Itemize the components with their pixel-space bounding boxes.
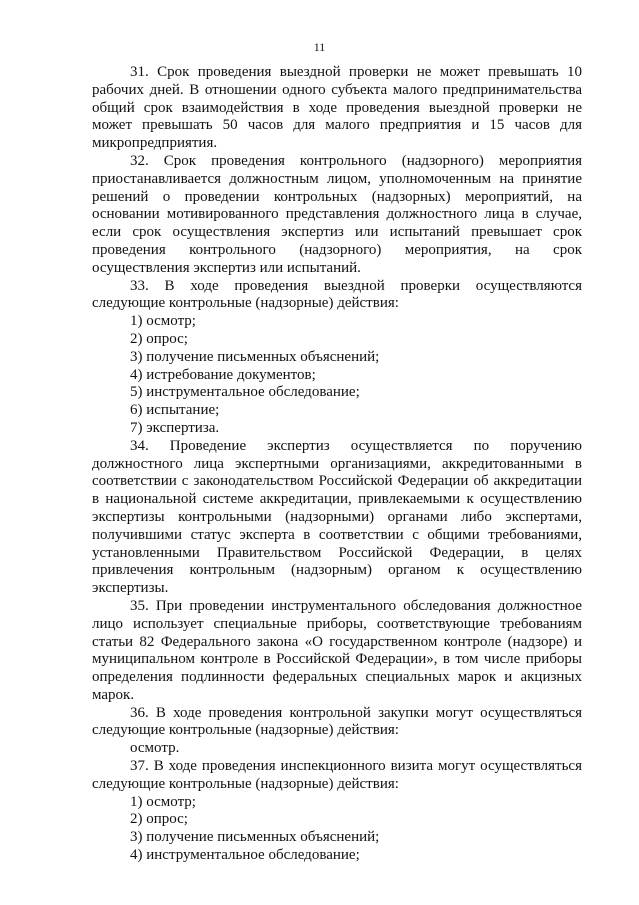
paragraph: 34. Проведение экспертиз осуществляется по поручению должностного лица экспертными организациями, аккредитованными в соответствии с законодательством Российской Федерации об аккредитации в национальной системе аккредитации, привлекаемыми к осуществлению экспертизы контрольными (надзорными) органами либо экспертами, получившими статус эксперта в соответствии с общими требованиями, установленными Правительством Российской Федерации, в целях привлечения контрольным (надзорным) органом к осуществлению экспертизы. [92,437,582,597]
list-item: 2) опрос; [130,811,188,828]
list-item: 7) экспертиза. [130,419,220,436]
list-item: 4) инструментальное обследование; [130,847,360,864]
paragraph: 37. В ходе проведения инспекционного визита могут осуществляться следующие контрольные (надзорные) действия: [92,758,582,792]
list-item: 6) испытание; [130,402,220,419]
paragraph: 32. Срок проведения контрольного (надзорного) мероприятия приостанавливается должностным лицом, уполномоченным на принятие решений о проведении контрольных (надзорных) мероприятий, на основании мотивированного представления должностного лица в случае, если срок осуществления экспертиз или испытаний превышает срок проведения контрольного (надзорного) мероприятия, на срок осуществления экспертиз или испытаний. [92,152,582,276]
paragraph: 35. При проведении инструментального обследования должностное лицо использует специальные приборы, соответствующие требованиям статьи 82 Федерального закона «О государственном контроле (надзоре) и муниципальном контроле в Российской Федерации», в том числе приборы определения подлинности федеральных специальных марок и акцизных марок. [92,597,582,703]
list-item: 5) инструментальное обследование; [130,384,360,401]
list-item: 1) осмотр; [130,313,196,330]
list-item: 3) получение письменных объяснений; [130,348,380,365]
paragraph: 36. В ходе проведения контрольной закупки могут осуществляться следующие контрольные (надзорные) действия: [92,704,582,739]
list-item: 2) опрос; [130,330,188,347]
page-number: 11 [313,40,326,54]
list-item: 1) осмотр; [130,793,196,810]
paragraph: 33. В ходе проведения выездной проверки осуществляются следующие контрольные (надзорные) действия: [92,277,582,312]
list-item: 4) истребование документов; [130,366,316,383]
document-body [92,64,582,865]
paragraph: 31. Срок проведения выездной проверки не может превышать 10 рабочих дней. В отношении одного субъекта малого предпринимательства общий срок взаимодействия в ходе проведения выездной проверки не может превышать 50 часов для малого предприятия и 15 часов для микропредприятия. [92,64,582,152]
list-item: осмотр. [130,740,180,757]
list-item: 3) получение письменных объяснений; [130,829,380,846]
